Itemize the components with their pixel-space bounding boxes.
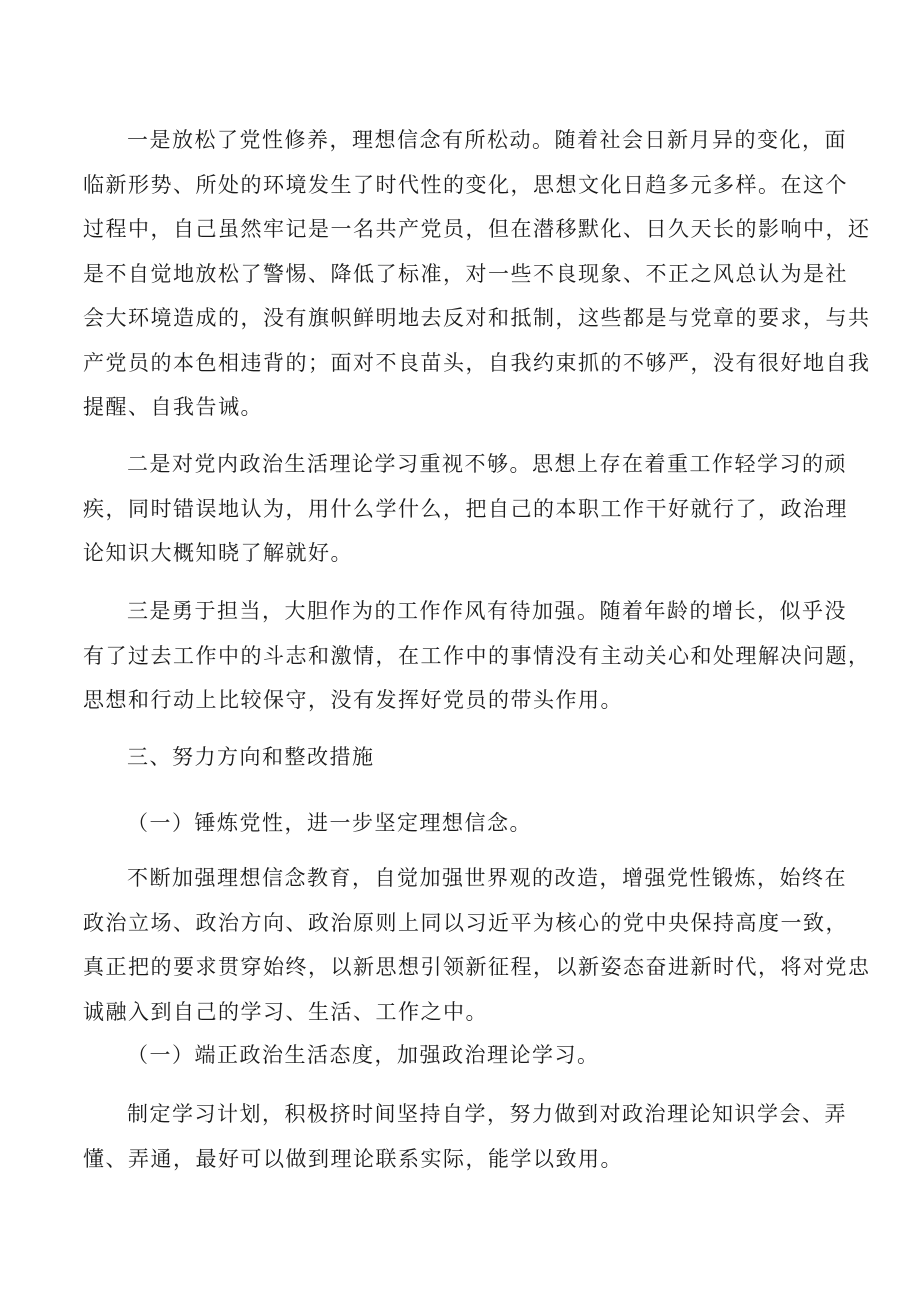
paragraph-3-line-1: 三是勇于担当，大胆作为的工作作风有待加强。随着年龄的增长，似乎没 [127, 599, 847, 623]
paragraph-1-line-1: 一是放松了党性修养，理想信念有所松动。随着社会日新月异的变化，面 [127, 128, 847, 152]
paragraph-2-line-3: 论知识大概知晓了解就好。 [83, 541, 353, 565]
paragraph-3-line-2: 有了过去工作中的斗志和激情，在工作中的事情没有主动关心和处理解决问题， [83, 643, 871, 668]
paragraph-3 [83, 589, 871, 723]
paragraph-1-line-7: 提醒、自我告诫。 [83, 395, 263, 419]
paragraph-1-line-6: 产党员的本色相违背的；面对不良苗头，自我约束抓的不够严，没有很好地自我 [83, 350, 871, 375]
paragraph-1-line-5: 会大环境造成的，没有旗帜鲜明地去反对和抵制，这些都是与党章的要求，与共 [83, 306, 871, 330]
paragraph-4 [83, 856, 871, 1034]
paragraph-5 [83, 1092, 847, 1181]
paragraph-4-line-3: 真正把的要求贯穿始终，以新思想引领新征程，以新姿态奋进新时代，将对党忠 [83, 955, 871, 979]
subheading-1 [127, 801, 532, 846]
paragraph-1-line-2: 临新形势、所处的环境发生了时代性的变化，思想文化日趋多元多样。在这个 [83, 172, 848, 197]
subheading-2-text: （一）端正政治生活态度，加强政治理论学习。 [127, 1043, 600, 1067]
paragraph-1-line-4: 是不自觉地放松了警惕、降低了标准，对一些不良现象、不正之风总认为是社 [83, 261, 848, 286]
paragraph-2-line-1: 二是对党内政治生活理论学习重视不够。思想上存在着重工作轻学习的顽 [127, 452, 847, 476]
subheading-1-text: （一）锤炼党性，进一步坚定理想信念。 [127, 811, 532, 835]
section-heading-3 [127, 735, 375, 780]
section-heading-3-text: 三、努力方向和整改措施 [127, 745, 375, 769]
paragraph-2-line-2: 疾，同时错误地认为，用什么学什么，把自己的本职工作干好就行了，政治理 [83, 496, 848, 521]
subheading-2 [127, 1033, 600, 1078]
paragraph-5-line-2: 懂、弄通，最好可以做到理论联系实际，能学以致用。 [83, 1146, 623, 1171]
paragraph-2 [83, 442, 848, 576]
paragraph-4-line-4: 诚融入到自己的学习、生活、工作之中。 [83, 999, 488, 1024]
paragraph-1 [83, 118, 871, 430]
paragraph-1-line-3: 过程中，自己虽然牢记是一名共产党员，但在潜移默化、日久天长的影响中，还 [83, 217, 871, 241]
paragraph-4-line-1: 不断加强理想信念教育，自觉加强世界观的改造，增强党性锻炼，始终在 [127, 866, 847, 890]
paragraph-4-line-2: 政治立场、政治方向、政治原则上同以习近平为核心的党中央保持高度一致， [83, 910, 848, 935]
paragraph-5-line-1: 制定学习计划，积极挤时间坚持自学，努力做到对政治理论知识学会、弄 [127, 1102, 847, 1126]
paragraph-3-line-3: 思想和行动上比较保守，没有发挥好党员的带头作用。 [83, 688, 623, 712]
